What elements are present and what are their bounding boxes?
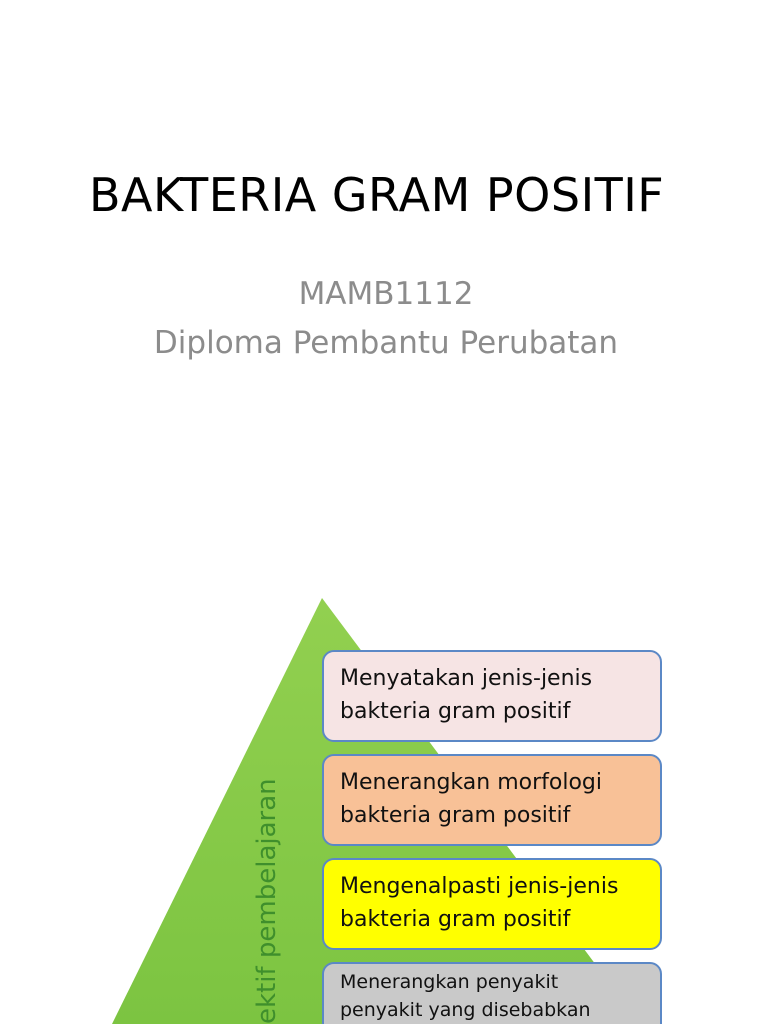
objective-2-line2: bakteria gram positif xyxy=(340,803,571,828)
course-code: MAMB1112 xyxy=(298,276,474,312)
objective-box-4 xyxy=(322,962,662,1024)
objective-1-line2: bakteria gram positif xyxy=(340,699,571,724)
objective-4-line2: penyakit yang disebabkan xyxy=(340,999,591,1021)
objective-2-line1: Menerangkan morfologi xyxy=(340,770,602,795)
objective-4-line1: Menerangkan penyakit xyxy=(340,971,559,993)
objective-box-2 xyxy=(322,754,662,846)
objective-1-line1: Menyatakan jenis-jenis xyxy=(340,666,593,691)
pyramid-side-label: ektif pembelajaran xyxy=(252,778,282,1024)
programme-name: Diploma Pembantu Perubatan xyxy=(153,325,619,361)
page-title: BAKTERIA GRAM POSITIF xyxy=(89,168,665,222)
objective-box-1 xyxy=(322,650,662,742)
objective-3-line2: bakteria gram positif xyxy=(340,907,571,932)
objective-3-line1: Mengenalpasti jenis-jenis xyxy=(340,874,619,899)
objective-box-3 xyxy=(322,858,662,950)
